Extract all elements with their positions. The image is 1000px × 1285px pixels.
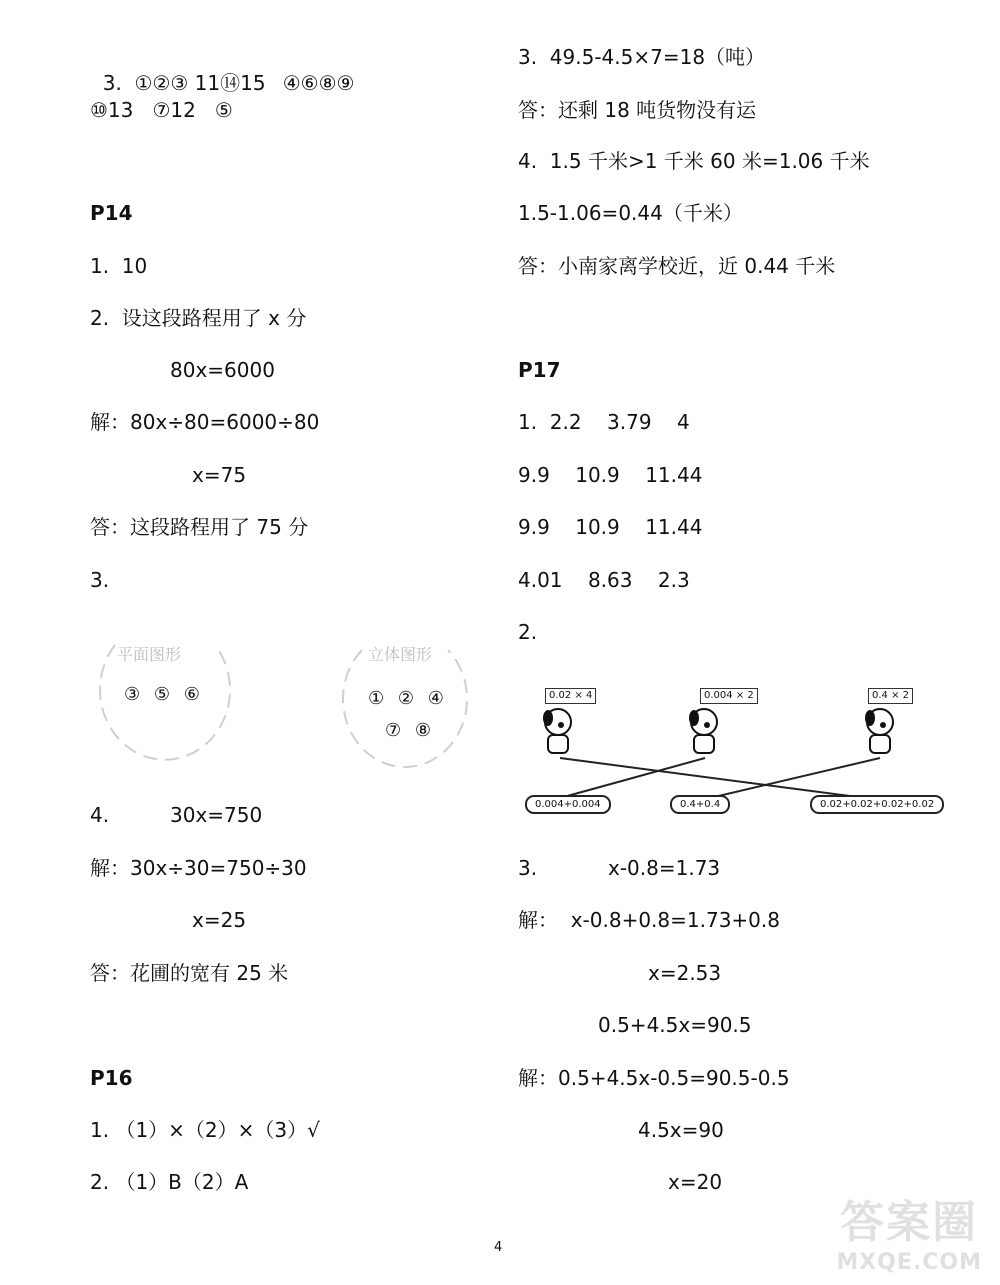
match-line <box>560 758 705 798</box>
answer-text: 3. ①②③ 11⑭15 <box>102 71 266 95</box>
bone-label: 0.4+0.4 <box>670 795 730 814</box>
section-heading-p14: P14 <box>90 201 133 225</box>
equation-line: 80x=6000 <box>170 358 275 382</box>
watermark <box>836 1186 982 1275</box>
solid-shape-items: ⑦ ⑧ <box>385 720 435 741</box>
answer-line: 3. <box>518 856 538 880</box>
answer-line: 答：花圃的宽有 25 米 <box>90 961 289 985</box>
answer-line: 4. <box>90 803 110 827</box>
section-heading-p16: P16 <box>90 1066 133 1090</box>
plane-shape-items: ③ ⑤ ⑥ <box>124 684 204 705</box>
answer-line: 2. （1）B（2）A <box>90 1170 249 1194</box>
answer-line: 9.9 10.9 11.44 <box>518 515 703 539</box>
equation-line: 4.5x=90 <box>638 1118 724 1142</box>
answer-line: 1. 2.2 3.79 4 <box>518 410 690 434</box>
match-line <box>560 758 865 798</box>
dog-tag: 0.02 × 4 <box>545 688 596 704</box>
answer-line: 1. 10 <box>90 254 148 278</box>
equation-line: 0.5+4.5x=90.5 <box>598 1013 752 1037</box>
equation-line: x=2.53 <box>648 961 722 985</box>
answer-line: 3. <box>90 568 110 592</box>
answer-line <box>90 44 266 96</box>
equation-line: 解：80x÷80=6000÷80 <box>90 410 320 434</box>
plane-shape-label: 平面图形 <box>117 645 182 664</box>
watermark-url: MXQE.COM <box>836 1250 982 1275</box>
solid-shape-items: ① ② ④ <box>368 688 448 709</box>
equation-line: x-0.8=1.73 <box>608 856 721 880</box>
equation-line: 解： x-0.8+0.8=1.73+0.8 <box>518 908 780 932</box>
equation-line: 30x=750 <box>170 803 263 827</box>
answer-line: 答：还剩 18 吨货物没有运 <box>518 98 757 122</box>
answer-line: 1. （1）×（2）×（3）√ <box>90 1118 320 1142</box>
bone-label: 0.004+0.004 <box>525 795 611 814</box>
equation-line: 解：30x÷30=750÷30 <box>90 856 307 880</box>
answer-line: 2. <box>518 620 538 644</box>
answer-line: 4.01 8.63 2.3 <box>518 568 690 592</box>
equation-line: x=75 <box>192 463 247 487</box>
answer-line: 1.5-1.06=0.44（千米） <box>518 201 743 225</box>
equation-line: x=20 <box>668 1170 723 1194</box>
answer-line: 9.9 10.9 11.44 <box>518 463 703 487</box>
dog-tag: 0.004 × 2 <box>700 688 758 704</box>
answer-line: ⑩13 ⑦12 ⑤ <box>90 98 233 122</box>
dog-tag: 0.4 × 2 <box>868 688 913 704</box>
equation-line: x=25 <box>192 908 247 932</box>
answer-text: ④⑥⑧⑨ <box>282 71 355 95</box>
dog-icon <box>543 709 571 753</box>
match-line <box>710 758 880 798</box>
equation-line: 解：0.5+4.5x-0.5=90.5-0.5 <box>518 1066 790 1090</box>
answer-line: 4. 1.5 千米>1 千米 60 米=1.06 千米 <box>518 149 870 173</box>
bone-label: 0.02+0.02+0.02+0.02 <box>810 795 944 814</box>
section-heading-p17: P17 <box>518 358 561 382</box>
solid-shape-label: 立体图形 <box>368 645 433 664</box>
answer-line: 答：小南家离学校近，近 0.44 千米 <box>518 254 836 278</box>
dog-icon <box>689 709 717 753</box>
answer-line <box>270 44 354 96</box>
dog-icon <box>865 709 893 753</box>
answer-line: 答：这段路程用了 75 分 <box>90 515 309 539</box>
watermark-main: 答案圈 <box>840 1197 979 1248</box>
page-number: 4 <box>494 1240 503 1255</box>
answer-line: 3. 49.5-4.5×7=18（吨） <box>518 45 766 69</box>
answer-line: 2. 设这段路程用了 x 分 <box>90 306 307 330</box>
